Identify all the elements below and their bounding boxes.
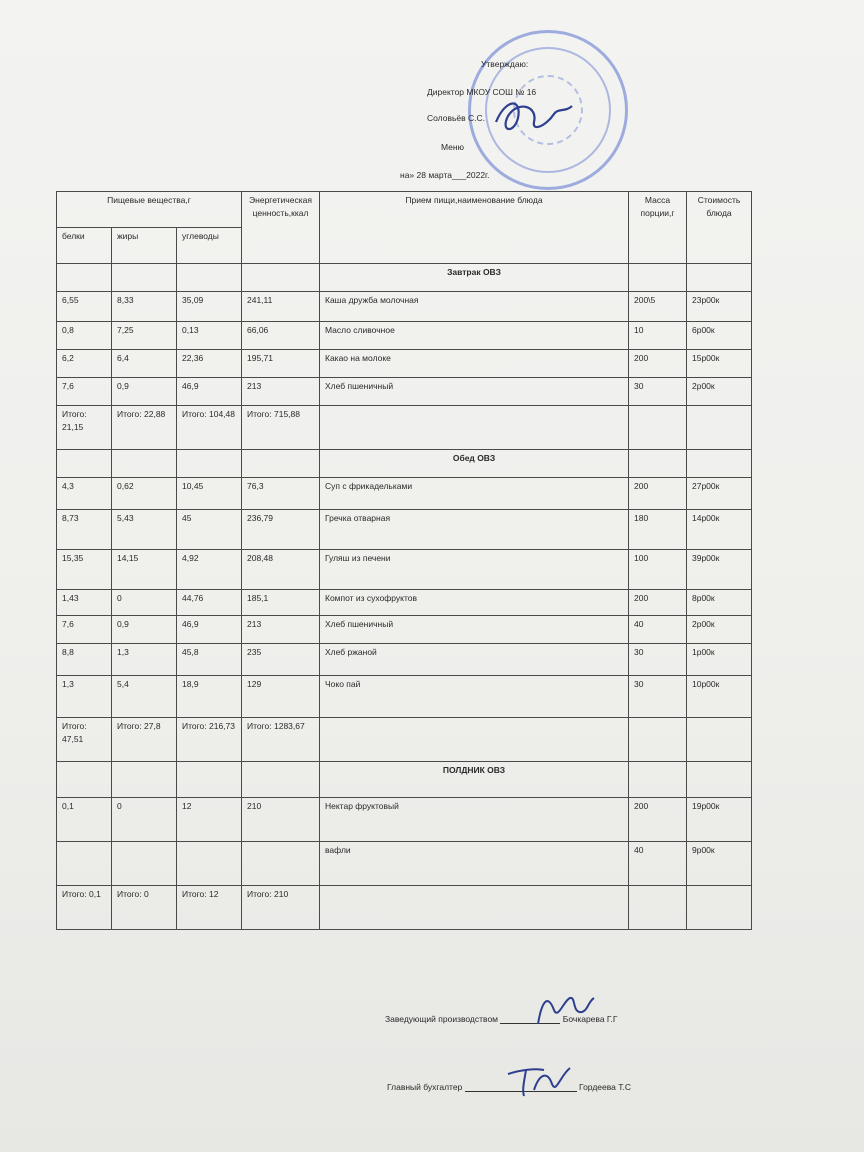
fats-value: 0,9 bbox=[112, 378, 177, 406]
empty-cell bbox=[629, 886, 687, 930]
carbs-value: 45 bbox=[177, 510, 242, 550]
fats-value: 1,3 bbox=[112, 644, 177, 676]
fats-value: 5,43 bbox=[112, 510, 177, 550]
total-proteins: Итого: 47,51 bbox=[57, 718, 112, 762]
empty-cell bbox=[242, 762, 320, 798]
total-proteins: Итого: 0,1 bbox=[57, 886, 112, 930]
portion-mass: 30 bbox=[629, 644, 687, 676]
energy-value: 195,71 bbox=[242, 350, 320, 378]
carbs-value: 46,9 bbox=[177, 378, 242, 406]
dish-cost: 15р00к bbox=[687, 350, 752, 378]
accountant-name: Гордеева Т.С bbox=[579, 1082, 631, 1092]
totals-row bbox=[57, 406, 752, 450]
empty-cell bbox=[242, 264, 320, 292]
totals-row bbox=[57, 886, 752, 930]
production-manager-name: Бочкарева Г.Г bbox=[562, 1014, 618, 1024]
total-fats: Итого: 22,88 bbox=[112, 406, 177, 450]
dish-cost: 39р00к bbox=[687, 550, 752, 590]
energy-value: 236,79 bbox=[242, 510, 320, 550]
dish-cost: 8р00к bbox=[687, 590, 752, 616]
dish-row bbox=[57, 550, 752, 590]
dish-cost: 10р00к bbox=[687, 676, 752, 718]
director-title: Директор МКОУ СОШ № 16 bbox=[427, 87, 537, 97]
empty-cell bbox=[320, 718, 629, 762]
dish-row bbox=[57, 644, 752, 676]
fats-header: жиры bbox=[112, 228, 177, 264]
dish-row bbox=[57, 378, 752, 406]
mass-header: Масса порции,г bbox=[629, 192, 687, 264]
dish-cost: 23р00к bbox=[687, 292, 752, 322]
dish-name: Чоко пай bbox=[320, 676, 629, 718]
empty-cell bbox=[687, 450, 752, 478]
fats-value: 8,33 bbox=[112, 292, 177, 322]
section-title: Обед ОВЗ bbox=[320, 450, 629, 478]
dish-cost: 6р00к bbox=[687, 322, 752, 350]
carbs-value: 35,09 bbox=[177, 292, 242, 322]
total-carbs: Итого: 12 bbox=[177, 886, 242, 930]
menu-title: Меню bbox=[441, 142, 464, 152]
section-title-row bbox=[57, 264, 752, 292]
dish-name: Масло сливочное bbox=[320, 322, 629, 350]
dish-row bbox=[57, 350, 752, 378]
total-fats: Итого: 27,8 bbox=[112, 718, 177, 762]
empty-cell bbox=[687, 406, 752, 450]
fats-value: 5,4 bbox=[112, 676, 177, 718]
portion-mass: 40 bbox=[629, 616, 687, 644]
fats-value: 0,62 bbox=[112, 478, 177, 510]
fats-value bbox=[112, 842, 177, 886]
carbs-value: 12 bbox=[177, 798, 242, 842]
empty-cell bbox=[320, 406, 629, 450]
energy-value: 210 bbox=[242, 798, 320, 842]
empty-cell bbox=[629, 450, 687, 478]
proteins-value: 8,8 bbox=[57, 644, 112, 676]
carbs-value bbox=[177, 842, 242, 886]
dish-header: Прием пищи,наименование блюда bbox=[320, 192, 629, 264]
fats-value: 0,9 bbox=[112, 616, 177, 644]
dish-row bbox=[57, 676, 752, 718]
dish-name: Гречка отварная bbox=[320, 510, 629, 550]
carbs-value: 18,9 bbox=[177, 676, 242, 718]
dish-name: Компот из сухофруктов bbox=[320, 590, 629, 616]
portion-mass: 30 bbox=[629, 676, 687, 718]
dish-row bbox=[57, 616, 752, 644]
portion-mass: 100 bbox=[629, 550, 687, 590]
empty-cell bbox=[687, 264, 752, 292]
energy-value: 241,11 bbox=[242, 292, 320, 322]
dish-row bbox=[57, 478, 752, 510]
totals-row bbox=[57, 718, 752, 762]
energy-value: 208,48 bbox=[242, 550, 320, 590]
energy-header: Энергетическая ценность,ккал bbox=[242, 192, 320, 264]
empty-cell bbox=[57, 264, 112, 292]
production-manager-title: Заведующий производством bbox=[385, 1014, 499, 1024]
proteins-value: 6,55 bbox=[57, 292, 112, 322]
fats-value: 7,25 bbox=[112, 322, 177, 350]
dish-name: вафли bbox=[320, 842, 629, 886]
dish-name: Суп с фрикадельками bbox=[320, 478, 629, 510]
fats-value: 0 bbox=[112, 590, 177, 616]
proteins-value: 7,6 bbox=[57, 616, 112, 644]
dish-cost: 19р00к bbox=[687, 798, 752, 842]
dish-name: Гуляш из печени bbox=[320, 550, 629, 590]
empty-cell bbox=[112, 762, 177, 798]
dish-row bbox=[57, 292, 752, 322]
director-signature bbox=[488, 92, 578, 142]
portion-mass: 200 bbox=[629, 798, 687, 842]
accountant-signature bbox=[500, 1060, 580, 1100]
dish-row bbox=[57, 510, 752, 550]
fats-value: 14,15 bbox=[112, 550, 177, 590]
carbs-value: 44,76 bbox=[177, 590, 242, 616]
section-title-row bbox=[57, 762, 752, 798]
fats-value: 0 bbox=[112, 798, 177, 842]
empty-cell bbox=[112, 264, 177, 292]
empty-cell bbox=[629, 406, 687, 450]
portion-mass: 180 bbox=[629, 510, 687, 550]
empty-cell bbox=[687, 718, 752, 762]
dish-row bbox=[57, 842, 752, 886]
dish-cost: 9р00к bbox=[687, 842, 752, 886]
proteins-value: 7,6 bbox=[57, 378, 112, 406]
dish-name: Хлеб пшеничный bbox=[320, 616, 629, 644]
menu-table bbox=[56, 191, 752, 930]
dish-cost: 2р00к bbox=[687, 378, 752, 406]
portion-mass: 200 bbox=[629, 350, 687, 378]
dish-cost: 1р00к bbox=[687, 644, 752, 676]
energy-value: 129 bbox=[242, 676, 320, 718]
proteins-value: 1,3 bbox=[57, 676, 112, 718]
energy-value: 213 bbox=[242, 378, 320, 406]
total-energy: Итого: 715,88 bbox=[242, 406, 320, 450]
dish-row bbox=[57, 590, 752, 616]
section-title: Завтрак ОВЗ bbox=[320, 264, 629, 292]
empty-cell bbox=[177, 264, 242, 292]
dish-name: Какао на молоке bbox=[320, 350, 629, 378]
production-manager-signature bbox=[528, 990, 598, 1030]
dish-name: Хлеб пшеничный bbox=[320, 378, 629, 406]
empty-cell bbox=[687, 762, 752, 798]
section-title: ПОЛДНИК ОВЗ bbox=[320, 762, 629, 798]
proteins-value bbox=[57, 842, 112, 886]
proteins-value: 6,2 bbox=[57, 350, 112, 378]
table-header-row bbox=[57, 192, 752, 228]
total-energy: Итого: 1283,67 bbox=[242, 718, 320, 762]
total-proteins: Итого: 21,15 bbox=[57, 406, 112, 450]
energy-value bbox=[242, 842, 320, 886]
empty-cell bbox=[629, 264, 687, 292]
dish-name: Хлеб ржаной bbox=[320, 644, 629, 676]
carbs-value: 0,13 bbox=[177, 322, 242, 350]
carbs-value: 10,45 bbox=[177, 478, 242, 510]
dish-name: Нектар фруктовый bbox=[320, 798, 629, 842]
proteins-value: 8,73 bbox=[57, 510, 112, 550]
empty-cell bbox=[57, 762, 112, 798]
energy-value: 66,06 bbox=[242, 322, 320, 350]
dish-row bbox=[57, 322, 752, 350]
portion-mass: 30 bbox=[629, 378, 687, 406]
empty-cell bbox=[629, 762, 687, 798]
carbs-header: углеводы bbox=[177, 228, 242, 264]
energy-value: 185,1 bbox=[242, 590, 320, 616]
portion-mass: 200 bbox=[629, 478, 687, 510]
energy-value: 76,3 bbox=[242, 478, 320, 510]
energy-value: 213 bbox=[242, 616, 320, 644]
portion-mass: 200 bbox=[629, 590, 687, 616]
nutrients-header: Пищевые вещества,г bbox=[57, 192, 242, 228]
accountant-title: Главный бухгалтер bbox=[387, 1082, 463, 1092]
director-name: Соловьёв С.С. bbox=[427, 113, 486, 123]
dish-cost: 14р00к bbox=[687, 510, 752, 550]
dish-cost: 2р00к bbox=[687, 616, 752, 644]
total-carbs: Итого: 104,48 bbox=[177, 406, 242, 450]
total-carbs: Итого: 216,73 bbox=[177, 718, 242, 762]
proteins-value: 15,35 bbox=[57, 550, 112, 590]
total-energy: Итого: 210 bbox=[242, 886, 320, 930]
dish-name: Каша дружба молочная bbox=[320, 292, 629, 322]
fats-value: 6,4 bbox=[112, 350, 177, 378]
proteins-header: белки bbox=[57, 228, 112, 264]
dish-row bbox=[57, 798, 752, 842]
carbs-value: 22,36 bbox=[177, 350, 242, 378]
proteins-value: 4,3 bbox=[57, 478, 112, 510]
portion-mass: 200\5 bbox=[629, 292, 687, 322]
empty-cell bbox=[629, 718, 687, 762]
empty-cell bbox=[320, 886, 629, 930]
carbs-value: 46,9 bbox=[177, 616, 242, 644]
energy-value: 235 bbox=[242, 644, 320, 676]
carbs-value: 4,92 bbox=[177, 550, 242, 590]
empty-cell bbox=[177, 762, 242, 798]
empty-cell bbox=[242, 450, 320, 478]
empty-cell bbox=[57, 450, 112, 478]
total-fats: Итого: 0 bbox=[112, 886, 177, 930]
empty-cell bbox=[177, 450, 242, 478]
empty-cell bbox=[687, 886, 752, 930]
portion-mass: 10 bbox=[629, 322, 687, 350]
proteins-value: 1,43 bbox=[57, 590, 112, 616]
section-title-row bbox=[57, 450, 752, 478]
menu-date: на» 28 марта___2022г. bbox=[400, 170, 490, 180]
empty-cell bbox=[112, 450, 177, 478]
approve-label: Утверждаю: bbox=[481, 59, 529, 69]
dish-cost: 27р00к bbox=[687, 478, 752, 510]
proteins-value: 0,8 bbox=[57, 322, 112, 350]
cost-header: Стоимость блюда bbox=[687, 192, 752, 264]
portion-mass: 40 bbox=[629, 842, 687, 886]
proteins-value: 0,1 bbox=[57, 798, 112, 842]
carbs-value: 45,8 bbox=[177, 644, 242, 676]
